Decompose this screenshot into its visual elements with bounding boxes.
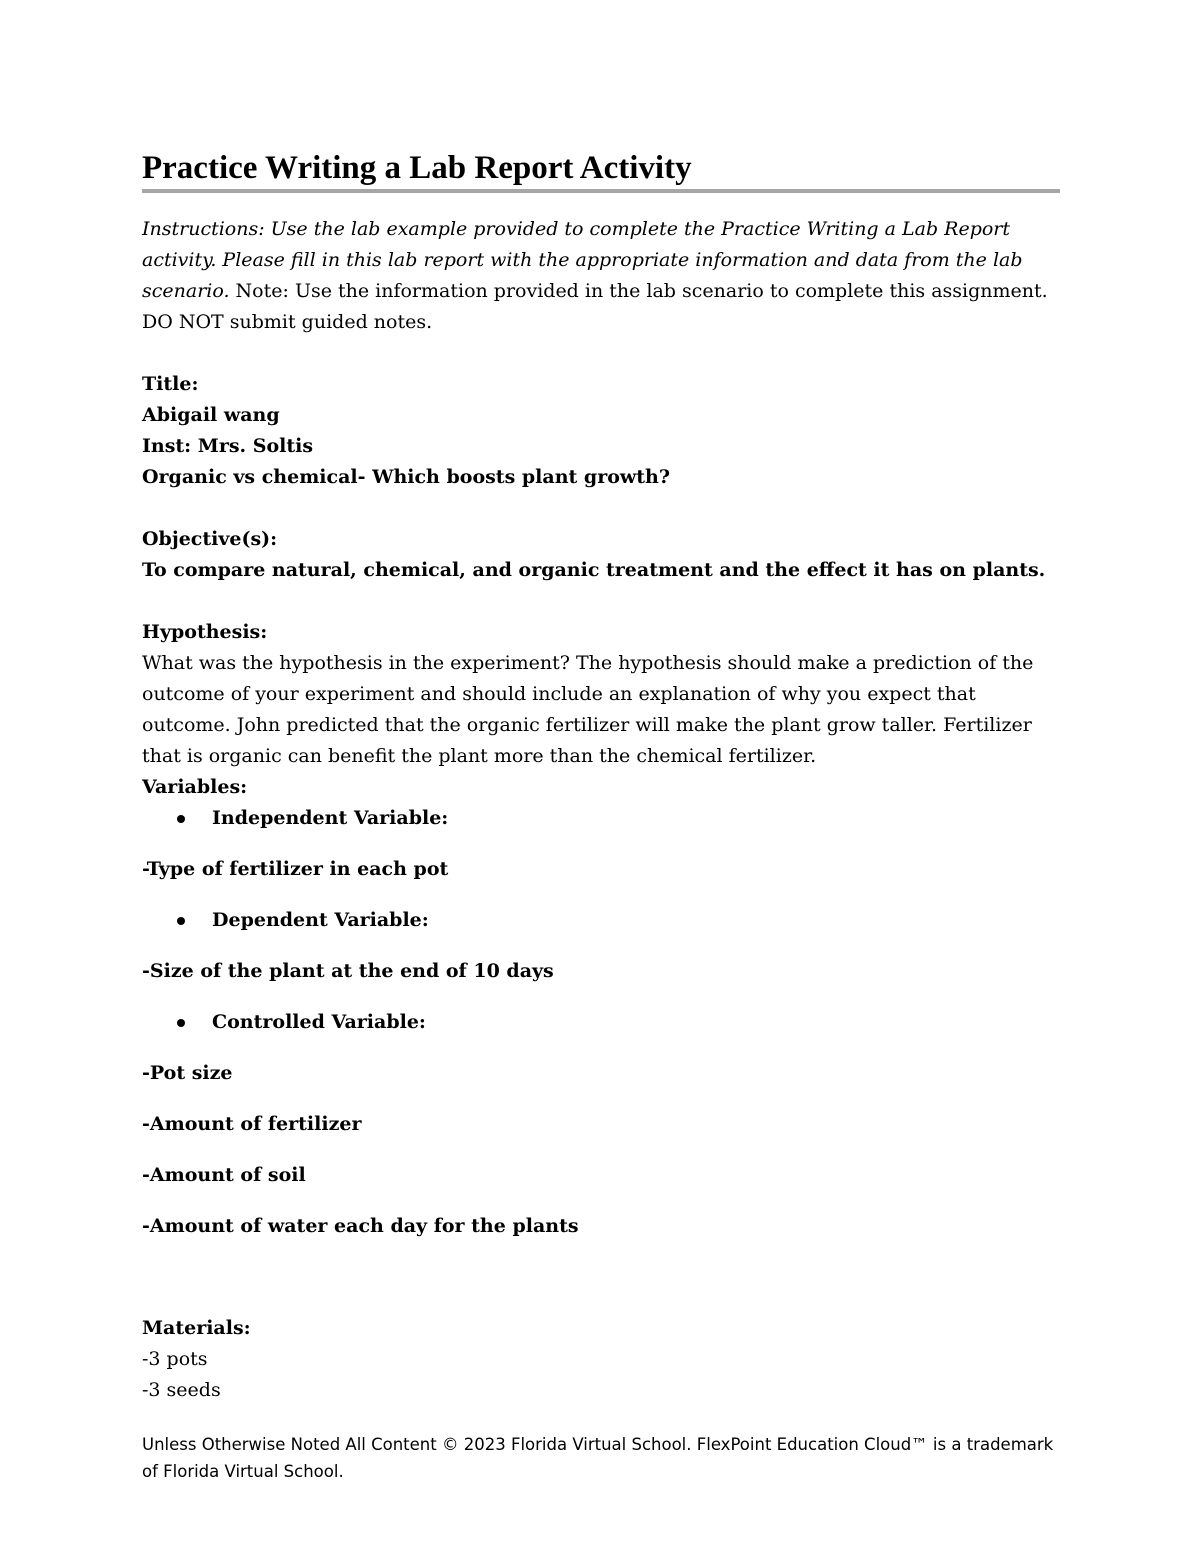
objectives-heading: Objective(s):	[142, 528, 278, 550]
objectives-text: To compare natural, chemical, and organic treatment and the effect it has on plants.	[142, 559, 1046, 581]
controlled-variable-label: Controlled Variable:	[212, 1011, 426, 1033]
bullet-icon	[177, 815, 185, 823]
instructions-paragraph	[142, 214, 1060, 338]
student-name: Abigail wang	[142, 404, 280, 426]
controlled-variable-item	[142, 1007, 1060, 1038]
controlled-variable-value: -Amount of fertilizer	[142, 1113, 362, 1135]
instructions-note: Note: Use the information provided in the lab scenario to complete this assignment. DO NOT submit guided notes.	[142, 280, 1048, 333]
independent-variable-label: Independent Variable:	[212, 807, 449, 829]
report-title: Organic vs chemical- Which boosts plant growth?	[142, 466, 670, 488]
variables-heading: Variables:	[142, 776, 248, 798]
hypothesis-heading: Hypothesis:	[142, 621, 268, 643]
copyright-footer: Unless Otherwise Noted All Content © 2023 Florida Virtual School. FlexPoint Education Cloud™ is a trademark of Florida Virtual School.	[142, 1435, 1054, 1481]
instructions-italic: Instructions: Use the lab example provided to complete the Practice Writing a Lab Report activity. Please fill in this lab report with the appropriate information and data from the lab scenario.	[142, 218, 1023, 302]
dependent-variable-label: Dependent Variable:	[212, 909, 429, 931]
bullet-icon	[177, 917, 185, 925]
materials-item: -3 pots	[142, 1348, 208, 1370]
materials-heading: Materials:	[142, 1317, 251, 1339]
controlled-variable-value: -Amount of soil	[142, 1164, 306, 1186]
hypothesis-text: What was the hypothesis in the experiment? The hypothesis should make a prediction of the outcome of your experiment and should include an explanation of why you expect that outcome. John predicted that the organic fertilizer will make the plant grow taller. Fertilizer that is organic can benefit the plant more than the chemical fertilizer.	[142, 652, 1034, 767]
independent-variable-value: -Type of fertilizer in each pot	[142, 858, 449, 880]
title-heading: Title:	[142, 373, 199, 395]
controlled-variable-value: -Amount of water each day for the plants	[142, 1215, 579, 1237]
instructor-name: Inst: Mrs. Soltis	[142, 435, 314, 457]
bullet-icon	[177, 1019, 185, 1027]
document-title: Practice Writing a Lab Report Activity	[142, 148, 1060, 193]
dependent-variable-value: -Size of the plant at the end of 10 days	[142, 960, 554, 982]
independent-variable-item	[142, 803, 1060, 834]
document-page	[142, 148, 1060, 1406]
materials-item: -3 seeds	[142, 1379, 221, 1401]
controlled-variable-value: -Pot size	[142, 1062, 233, 1084]
dependent-variable-item	[142, 905, 1060, 936]
